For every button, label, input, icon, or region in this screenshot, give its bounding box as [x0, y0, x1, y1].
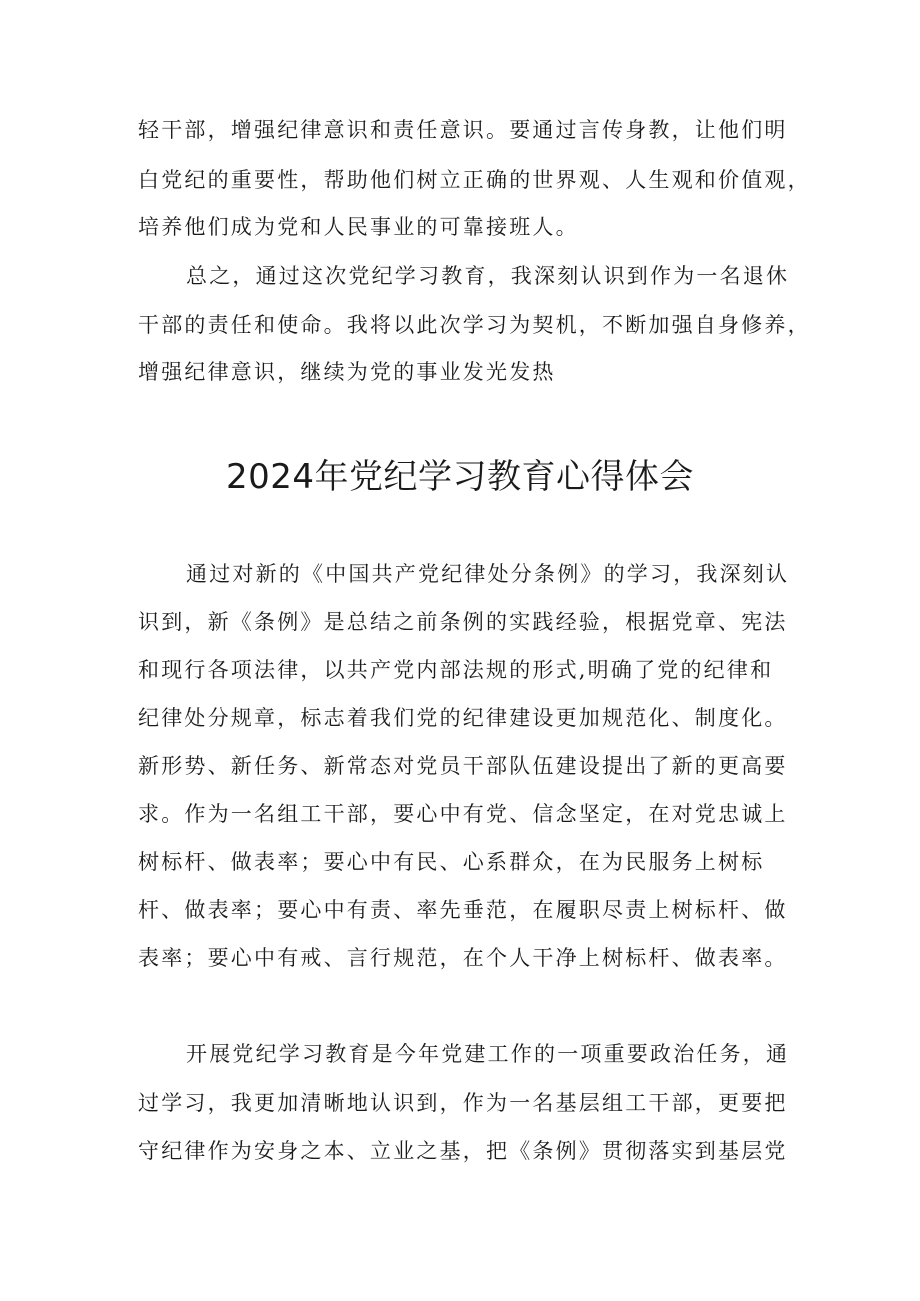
- text-line: 求。作为一名组工干部，要心中有党、信念坚定，在对党忠诚上: [138, 802, 788, 826]
- text-line: 守纪律作为安身之本、立业之基，把《条例》贯彻落实到基层党: [138, 1139, 788, 1163]
- text-line: 开展党纪学习教育是今年党建工作的一项重要政治任务，通: [186, 1042, 790, 1066]
- text-line: 树标杆、做表率；要心中有民、心系群众，在为民服务上树标: [138, 850, 765, 874]
- text-line: 培养他们成为党和人民事业的可靠接班人。: [138, 215, 579, 239]
- text-line: 干部的责任和使命。我将以此次学习为契机，不断加强自身修养，: [138, 313, 811, 337]
- text-line: 轻干部，增强纪律意识和责任意识。要通过言传身教，让他们明: [138, 118, 788, 142]
- text-line: 纪律处分规章，标志着我们党的纪律建设更加规范化、制度化。: [138, 706, 788, 730]
- text-line: 增强纪律意识，继续为党的事业发光发热: [138, 360, 556, 384]
- text-line: 表率；要心中有戒、言行规范，在个人干净上树标杆、做表率。: [138, 946, 788, 970]
- text-line: 通过对新的《中国共产党纪律处分条例》的学习，我深刻认: [186, 562, 790, 586]
- text-line: 杆、做表率；要心中有责、率先垂范，在履职尽责上树标杆、做: [138, 898, 788, 922]
- text-line: 和现行各项法律，以共产党内部法规的形式,明确了党的纪律和: [138, 658, 774, 682]
- text-line: 白党纪的重要性，帮助他们树立正确的世界观、人生观和价值观，: [138, 168, 811, 192]
- text-line: 新形势、新任务、新常态对党员干部队伍建设提出了新的更高要: [138, 754, 788, 778]
- text-line: 总之，通过这次党纪学习教育，我深刻认识到作为一名退休: [186, 264, 790, 288]
- text-line: 过学习，我更加清晰地认识到，作为一名基层组工干部，更要把: [138, 1091, 788, 1115]
- text-line: 识到，新《条例》是总结之前条例的实践经验，根据党章、宪法: [138, 610, 788, 634]
- document-title: 2024年党纪学习教育心得体会: [225, 457, 695, 497]
